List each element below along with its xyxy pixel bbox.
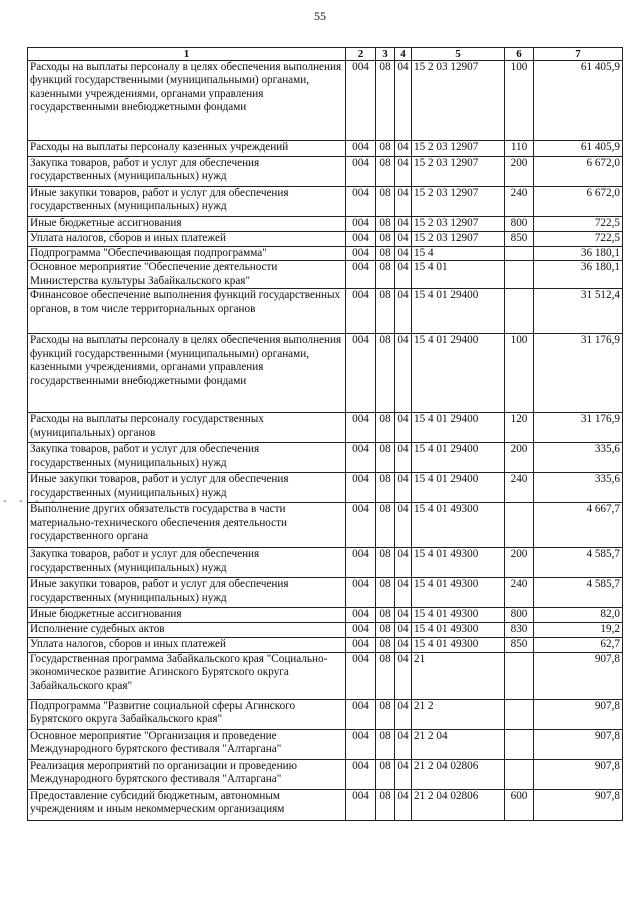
amount-value: 335,6 — [534, 473, 623, 503]
section-code: 08 — [376, 652, 395, 699]
target-item-code: 15 4 — [412, 247, 505, 261]
expense-name: Исполнение судебных актов — [28, 623, 346, 638]
target-item-code: 15 2 03 12907 — [412, 187, 505, 217]
ministry-code: 004 — [346, 261, 376, 289]
ministry-code: 004 — [346, 759, 376, 789]
expense-type-code — [505, 699, 534, 729]
ministry-code: 004 — [346, 334, 376, 413]
target-item-code: 21 2 04 — [412, 729, 505, 759]
ministry-code: 004 — [346, 473, 376, 503]
expense-type-code: 200 — [505, 443, 534, 473]
header-col-7: 7 — [534, 48, 623, 61]
table-row — [28, 413, 623, 443]
ministry-code: 004 — [346, 157, 376, 187]
header-col-6: 6 — [505, 48, 534, 61]
expense-name: Подпрограмма "Обеспечивающая подпрограмма" — [28, 247, 346, 261]
section-code: 08 — [376, 578, 395, 608]
expense-name: Иные бюджетные ассигнования — [28, 608, 346, 623]
amount-value: 6 672,0 — [534, 157, 623, 187]
section-code: 08 — [376, 638, 395, 652]
expense-name: Основное мероприятие "Обеспечение деятельности Министерства культуры Забайкальского края" — [28, 261, 346, 289]
expense-type-code: 110 — [505, 141, 534, 157]
expense-name: Расходы на выплаты персоналу казенных учреждений — [28, 141, 346, 157]
expense-type-code: 200 — [505, 157, 534, 187]
table-row — [28, 503, 623, 548]
subsection-code: 04 — [395, 261, 412, 289]
section-code: 08 — [376, 789, 395, 820]
amount-value: 82,0 — [534, 608, 623, 623]
amount-value: 31 512,4 — [534, 289, 623, 334]
expense-type-code: 800 — [505, 608, 534, 623]
section-code: 08 — [376, 217, 395, 232]
table-row — [28, 217, 623, 232]
table-row — [28, 638, 623, 652]
expense-name: Закупка товаров, работ и услуг для обеспечения государственных (муниципальных) нужд — [28, 443, 346, 473]
section-code: 08 — [376, 334, 395, 413]
subsection-code: 04 — [395, 503, 412, 548]
ministry-code: 004 — [346, 289, 376, 334]
subsection-code: 04 — [395, 789, 412, 820]
expense-name: Уплата налогов, сборов и иных платежей — [28, 638, 346, 652]
subsection-code: 04 — [395, 157, 412, 187]
table-row — [28, 578, 623, 608]
table-row — [28, 548, 623, 578]
subsection-code: 04 — [395, 187, 412, 217]
amount-value: 62,7 — [534, 638, 623, 652]
expense-type-code: 850 — [505, 638, 534, 652]
section-code: 08 — [376, 608, 395, 623]
target-item-code: 15 4 01 49300 — [412, 638, 505, 652]
expense-type-code — [505, 261, 534, 289]
target-item-code: 15 4 01 49300 — [412, 578, 505, 608]
amount-value: 907,8 — [534, 789, 623, 820]
amount-value: 4 585,7 — [534, 548, 623, 578]
table-row — [28, 473, 623, 503]
section-code: 08 — [376, 699, 395, 729]
ministry-code: 004 — [346, 608, 376, 623]
amount-value: 31 176,9 — [534, 334, 623, 413]
section-code: 08 — [376, 61, 395, 141]
subsection-code: 04 — [395, 729, 412, 759]
amount-value: 907,8 — [534, 759, 623, 789]
target-item-code: 15 4 01 29400 — [412, 289, 505, 334]
ministry-code: 004 — [346, 578, 376, 608]
table-row — [28, 608, 623, 623]
amount-value: 36 180,1 — [534, 247, 623, 261]
expense-type-code — [505, 503, 534, 548]
ministry-code: 004 — [346, 443, 376, 473]
target-item-code: 15 4 01 49300 — [412, 623, 505, 638]
ministry-code: 004 — [346, 729, 376, 759]
target-item-code: 15 4 01 29400 — [412, 443, 505, 473]
target-item-code: 15 2 03 12907 — [412, 217, 505, 232]
target-item-code: 21 2 — [412, 699, 505, 729]
subsection-code: 04 — [395, 289, 412, 334]
section-code: 08 — [376, 261, 395, 289]
table-row — [28, 443, 623, 473]
expense-type-code — [505, 289, 534, 334]
table-row — [28, 759, 623, 789]
subsection-code: 04 — [395, 61, 412, 141]
ministry-code: 004 — [346, 232, 376, 247]
expense-name: Иные закупки товаров, работ и услуг для обеспечения государственных (муниципальных) нужд — [28, 578, 346, 608]
target-item-code: 21 — [412, 652, 505, 699]
header-col-3: 3 — [376, 48, 395, 61]
amount-value: 907,8 — [534, 729, 623, 759]
expense-name: Подпрограмма "Развитие социальной сферы Агинского Бурятского округа Забайкальского края" — [28, 699, 346, 729]
expense-type-code: 200 — [505, 548, 534, 578]
subsection-code: 04 — [395, 141, 412, 157]
subsection-code: 04 — [395, 473, 412, 503]
expense-name: Закупка товаров, работ и услуг для обеспечения государственных (муниципальных) нужд — [28, 548, 346, 578]
section-code: 08 — [376, 623, 395, 638]
subsection-code: 04 — [395, 623, 412, 638]
expense-name: Основное мероприятие "Организация и проведение Международного бурятского фестиваля "Алтаргана" — [28, 729, 346, 759]
ministry-code: 004 — [346, 141, 376, 157]
section-code: 08 — [376, 413, 395, 443]
expense-type-code — [505, 759, 534, 789]
amount-value: 61 405,9 — [534, 141, 623, 157]
table-row — [28, 187, 623, 217]
section-code: 08 — [376, 729, 395, 759]
ministry-code: 004 — [346, 638, 376, 652]
amount-value: 907,8 — [534, 699, 623, 729]
table-row — [28, 652, 623, 699]
target-item-code: 21 2 04 02806 — [412, 789, 505, 820]
section-code: 08 — [376, 473, 395, 503]
amount-value: 4 667,7 — [534, 503, 623, 548]
expense-name: Закупка товаров, работ и услуг для обеспечения государственных (муниципальных) нужд — [28, 157, 346, 187]
target-item-code: 15 4 01 — [412, 261, 505, 289]
header-col-5: 5 — [412, 48, 505, 61]
expense-type-code: 830 — [505, 623, 534, 638]
amount-value: 36 180,1 — [534, 261, 623, 289]
subsection-code: 04 — [395, 759, 412, 789]
section-code: 08 — [376, 548, 395, 578]
subsection-code: 04 — [395, 443, 412, 473]
target-item-code: 21 2 04 02806 — [412, 759, 505, 789]
subsection-code: 04 — [395, 548, 412, 578]
ministry-code: 004 — [346, 652, 376, 699]
amount-value: 907,8 — [534, 652, 623, 699]
table-row — [28, 247, 623, 261]
expense-name: Иные бюджетные ассигнования — [28, 217, 346, 232]
table-row — [28, 334, 623, 413]
section-code: 08 — [376, 187, 395, 217]
ministry-code: 004 — [346, 699, 376, 729]
target-item-code: 15 2 03 12907 — [412, 141, 505, 157]
target-item-code: 15 4 01 29400 — [412, 473, 505, 503]
subsection-code: 04 — [395, 578, 412, 608]
amount-value: 335,6 — [534, 443, 623, 473]
subsection-code: 04 — [395, 334, 412, 413]
expense-name: Расходы на выплаты персоналу государственных (муниципальных) органов — [28, 413, 346, 443]
subsection-code: 04 — [395, 699, 412, 729]
ministry-code: 004 — [346, 61, 376, 141]
section-code: 08 — [376, 141, 395, 157]
table-row — [28, 61, 623, 141]
expense-type-code: 100 — [505, 334, 534, 413]
ministry-code: 004 — [346, 247, 376, 261]
budget-table — [27, 47, 623, 821]
table-row — [28, 157, 623, 187]
section-code: 08 — [376, 157, 395, 187]
table-row — [28, 289, 623, 334]
expense-type-code: 240 — [505, 187, 534, 217]
amount-value: 6 672,0 — [534, 187, 623, 217]
ministry-code: 004 — [346, 187, 376, 217]
expense-name: Иные закупки товаров, работ и услуг для обеспечения государственных (муниципальных) нужд — [28, 187, 346, 217]
table-row — [28, 699, 623, 729]
header-row — [28, 48, 623, 61]
header-col-2: 2 — [346, 48, 376, 61]
expense-type-code: 800 — [505, 217, 534, 232]
section-code: 08 — [376, 289, 395, 334]
ministry-code: 004 — [346, 623, 376, 638]
amount-value: 19,2 — [534, 623, 623, 638]
expense-type-code — [505, 652, 534, 699]
expense-name: Реализация мероприятий по организации и проведению Международного бурятского фестиваля "Алтаргана" — [28, 759, 346, 789]
expense-name: Государственная программа Забайкальского края "Социально-экономическое развитие Агинского Бурятского округа Забайкальского края" — [28, 652, 346, 699]
target-item-code: 15 4 01 49300 — [412, 608, 505, 623]
expense-name: Расходы на выплаты персоналу в целях обеспечения выполнения функций государственными (муниципальными) органами, казенными учреждениями, органами управления государственными внебюджетными фондами — [28, 61, 346, 141]
section-code: 08 — [376, 443, 395, 473]
amount-value: 722,5 — [534, 217, 623, 232]
subsection-code: 04 — [395, 413, 412, 443]
expense-type-code: 120 — [505, 413, 534, 443]
expense-type-code — [505, 729, 534, 759]
ministry-code: 004 — [346, 217, 376, 232]
target-item-code: 15 4 01 29400 — [412, 334, 505, 413]
expense-name: Расходы на выплаты персоналу в целях обеспечения выполнения функций государственными (муниципальными) органами, казенными учреждениями, органами управления государственными внебюджетными фондами — [28, 334, 346, 413]
expense-type-code: 100 — [505, 61, 534, 141]
page-number: 55 — [314, 9, 326, 23]
ministry-code: 004 — [346, 503, 376, 548]
subsection-code: 04 — [395, 217, 412, 232]
table-row — [28, 141, 623, 157]
subsection-code: 04 — [395, 608, 412, 623]
expense-type-code — [505, 247, 534, 261]
table-row — [28, 232, 623, 247]
expense-type-code: 240 — [505, 473, 534, 503]
target-item-code: 15 4 01 49300 — [412, 503, 505, 548]
subsection-code: 04 — [395, 232, 412, 247]
section-code: 08 — [376, 232, 395, 247]
subsection-code: 04 — [395, 652, 412, 699]
table-row — [28, 623, 623, 638]
expense-name: Иные закупки товаров, работ и услуг для обеспечения государственных (муниципальных) нужд — [28, 473, 346, 503]
ministry-code: 004 — [346, 548, 376, 578]
amount-value: 31 176,9 — [534, 413, 623, 443]
amount-value: 61 405,9 — [534, 61, 623, 141]
header-col-1: 1 — [28, 48, 346, 61]
table-row — [28, 729, 623, 759]
section-code: 08 — [376, 247, 395, 261]
expense-type-code: 850 — [505, 232, 534, 247]
subsection-code: 04 — [395, 638, 412, 652]
margin-mark: - - - - — [2, 497, 59, 508]
expense-name: Выполнение других обязательств государства в части материально-технического обеспечения деятельности государственного органа — [28, 503, 346, 548]
target-item-code: 15 4 01 49300 — [412, 548, 505, 578]
amount-value: 722,5 — [534, 232, 623, 247]
target-item-code: 15 2 03 12907 — [412, 61, 505, 141]
expense-type-code: 600 — [505, 789, 534, 820]
expense-name: Уплата налогов, сборов и иных платежей — [28, 232, 346, 247]
header-col-4: 4 — [395, 48, 412, 61]
table-row — [28, 261, 623, 289]
target-item-code: 15 4 01 29400 — [412, 413, 505, 443]
ministry-code: 004 — [346, 789, 376, 820]
ministry-code: 004 — [346, 413, 376, 443]
target-item-code: 15 2 03 12907 — [412, 232, 505, 247]
subsection-code: 04 — [395, 247, 412, 261]
expense-type-code: 240 — [505, 578, 534, 608]
amount-value: 4 585,7 — [534, 578, 623, 608]
section-code: 08 — [376, 759, 395, 789]
target-item-code: 15 2 03 12907 — [412, 157, 505, 187]
expense-name: Финансовое обеспечение выполнения функций государственных органов, в том числе территориальных органов — [28, 289, 346, 334]
section-code: 08 — [376, 503, 395, 548]
table-row — [28, 789, 623, 820]
expense-name: Предоставление субсидий бюджетным, автономным учреждениям и иным некоммерческим организациям — [28, 789, 346, 820]
